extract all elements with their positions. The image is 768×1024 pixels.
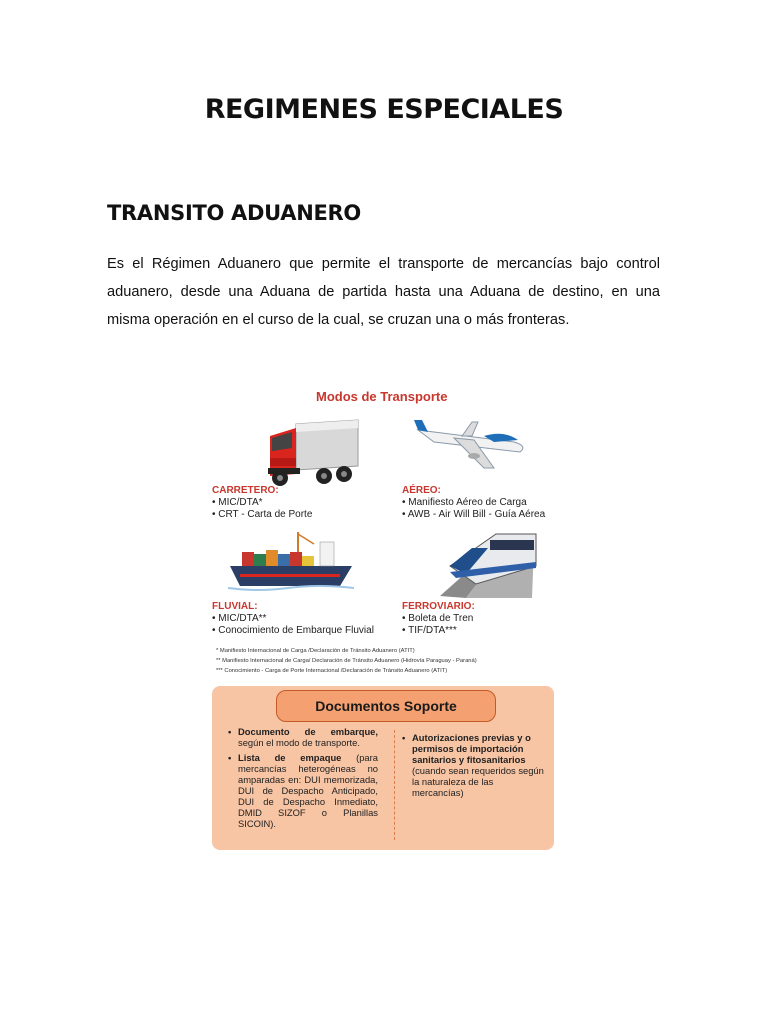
doc-item-text: (cuando sean requeridos según la naturaleza de las mercancías) bbox=[412, 765, 544, 798]
mode-heading: AÉREO: bbox=[402, 485, 441, 496]
intro-paragraph: Es el Régimen Aduanero que permite el transporte de mercancías bajo control aduanero, desde una Aduana de partida hasta una Aduana de destino, en una misma operación en el curso de la cual, se cruzan una o más fronteras. bbox=[107, 256, 660, 328]
mode-line: • Boleta de Tren bbox=[402, 613, 474, 624]
mode-fluvial bbox=[212, 601, 374, 637]
section-title: TRANSITO ADUANERO bbox=[107, 201, 361, 225]
docs-right-column bbox=[402, 732, 546, 802]
footnote: ** Manifiesto Internacional de Carga/ Declaración de Tránsito Aduanero (Hidrovía Paraguay - Paraná) bbox=[216, 658, 477, 664]
mode-aereo bbox=[402, 485, 545, 521]
bullet-icon: • bbox=[402, 732, 406, 743]
mode-line: • AWB - Air Will Bill - Guía Aérea bbox=[402, 509, 546, 520]
bullet-icon: • bbox=[228, 752, 232, 763]
divider bbox=[394, 730, 395, 840]
mode-heading: FERROVIARIO: bbox=[402, 601, 475, 612]
airplane-icon bbox=[414, 420, 532, 476]
footnotes bbox=[216, 646, 556, 676]
docs-left-column bbox=[228, 726, 378, 833]
doc-item-bold: Documento de embarque, bbox=[238, 726, 378, 737]
train-icon bbox=[436, 526, 538, 600]
documentos-soporte-title: Documentos Soporte bbox=[276, 690, 496, 722]
modos-title: Modos de Transporte bbox=[316, 389, 448, 404]
footnote: *** Conocimiento - Carga de Porte Internacional /Declaración de Tránsito Aduanero (ATIT) bbox=[216, 668, 448, 674]
doc-item bbox=[402, 732, 546, 798]
doc-item-text: según el modo de transporte. bbox=[238, 737, 360, 748]
cargo-ship-icon bbox=[228, 530, 354, 592]
doc-item-bold: Autorizaciones previas y o permisos de importación sanitarios y fitosanitarios bbox=[412, 732, 531, 765]
mode-line: • Manifiesto Aéreo de Carga bbox=[402, 497, 527, 508]
mode-heading: CARRETERO: bbox=[212, 485, 279, 496]
doc-item bbox=[228, 726, 378, 748]
doc-item-text: (para mercancías heterogéneas no amparadas en: DUI memorizada, DUI de Despacho Anticipado, DUI de Despacho Inmediato, DMID SIZOF o Planillas SICOIN). bbox=[238, 752, 378, 829]
mode-line: • CRT - Carta de Porte bbox=[212, 509, 313, 520]
mode-line: • TIF/DTA*** bbox=[402, 625, 457, 636]
truck-icon bbox=[266, 418, 362, 490]
page-title: REGIMENES ESPECIALES bbox=[204, 94, 564, 125]
mode-ferroviario bbox=[402, 601, 475, 637]
mode-carretero bbox=[212, 485, 312, 521]
mode-line: • Conocimiento de Embarque Fluvial bbox=[212, 625, 374, 636]
doc-item bbox=[228, 752, 378, 829]
doc-item-bold: Lista de empaque bbox=[238, 752, 342, 763]
mode-heading: FLUVIAL: bbox=[212, 601, 258, 612]
mode-line: • MIC/DTA** bbox=[212, 613, 267, 624]
mode-line: • MIC/DTA* bbox=[212, 497, 263, 508]
bullet-icon: • bbox=[228, 726, 232, 737]
documentos-soporte-box bbox=[212, 686, 554, 850]
transport-modes-figure bbox=[208, 380, 558, 852]
footnote: * Manifiesto Internacional de Carga /Declaración de Tránsito Aduanero (ATIT) bbox=[216, 648, 415, 654]
